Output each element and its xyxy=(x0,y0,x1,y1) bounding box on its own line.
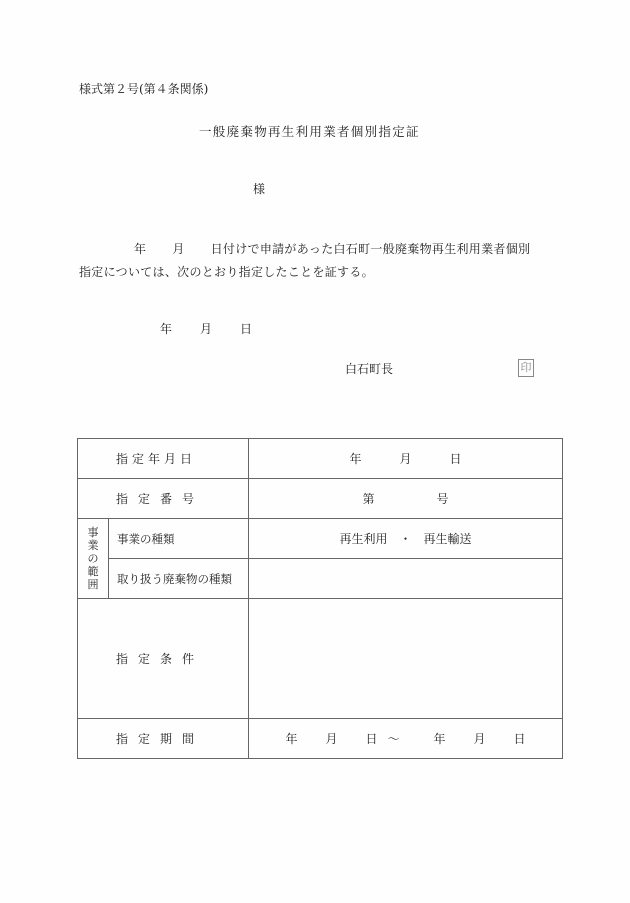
issue-day: 日 xyxy=(240,322,253,336)
issuer-name: 白石町長 xyxy=(345,362,394,376)
table-row xyxy=(78,519,563,559)
row-label-designation-number: 指定番号 xyxy=(78,479,249,519)
table-row xyxy=(78,599,563,719)
row-value-waste-type xyxy=(249,559,563,599)
row-value-designation-date: 年 月 日 xyxy=(249,439,563,479)
row-label-period: 指定期間 xyxy=(78,719,249,759)
row-value-business-type: 再生利用 ・ 再生輸送 xyxy=(249,519,563,559)
business-scope-group-label: 事 業 の 範 囲 xyxy=(78,519,109,599)
issue-year: 年 xyxy=(160,322,173,336)
row-label-designation-date: 指定年月日 xyxy=(78,439,249,479)
issue-month: 月 xyxy=(200,322,213,336)
document-title: 一般廃棄物再生利用業者個別指定証 xyxy=(199,124,420,139)
row-value-period: 年 月 日 ～ 年 月 日 xyxy=(249,719,563,759)
table-row xyxy=(78,439,563,479)
table-row xyxy=(78,719,563,759)
row-label-business-type: 事業の種類 xyxy=(109,519,249,559)
addressee-suffix: 様 xyxy=(253,182,266,196)
certificate-table xyxy=(77,438,563,759)
para-rest: 日付けで申請があった白石町一般廃棄物再生利用業者個別 xyxy=(210,242,531,256)
row-value-conditions xyxy=(249,599,563,719)
para-month: 月 xyxy=(172,242,185,256)
seal-mark: 印 xyxy=(518,359,534,377)
row-label-conditions: 指定条件 xyxy=(78,599,249,719)
body-paragraph-line2: 指定については、次のとおり指定したことを証する。 xyxy=(79,265,374,279)
issue-date xyxy=(160,320,252,337)
table-row xyxy=(78,559,563,599)
para-year: 年 xyxy=(134,242,147,256)
row-label-waste-type: 取り扱う廃棄物の種類 xyxy=(109,559,249,599)
form-number-label: 様式第２号(第４条関係) xyxy=(79,82,209,96)
row-value-designation-number: 第 号 xyxy=(249,479,563,519)
body-paragraph-line1 xyxy=(79,240,530,257)
table-row xyxy=(78,479,563,519)
